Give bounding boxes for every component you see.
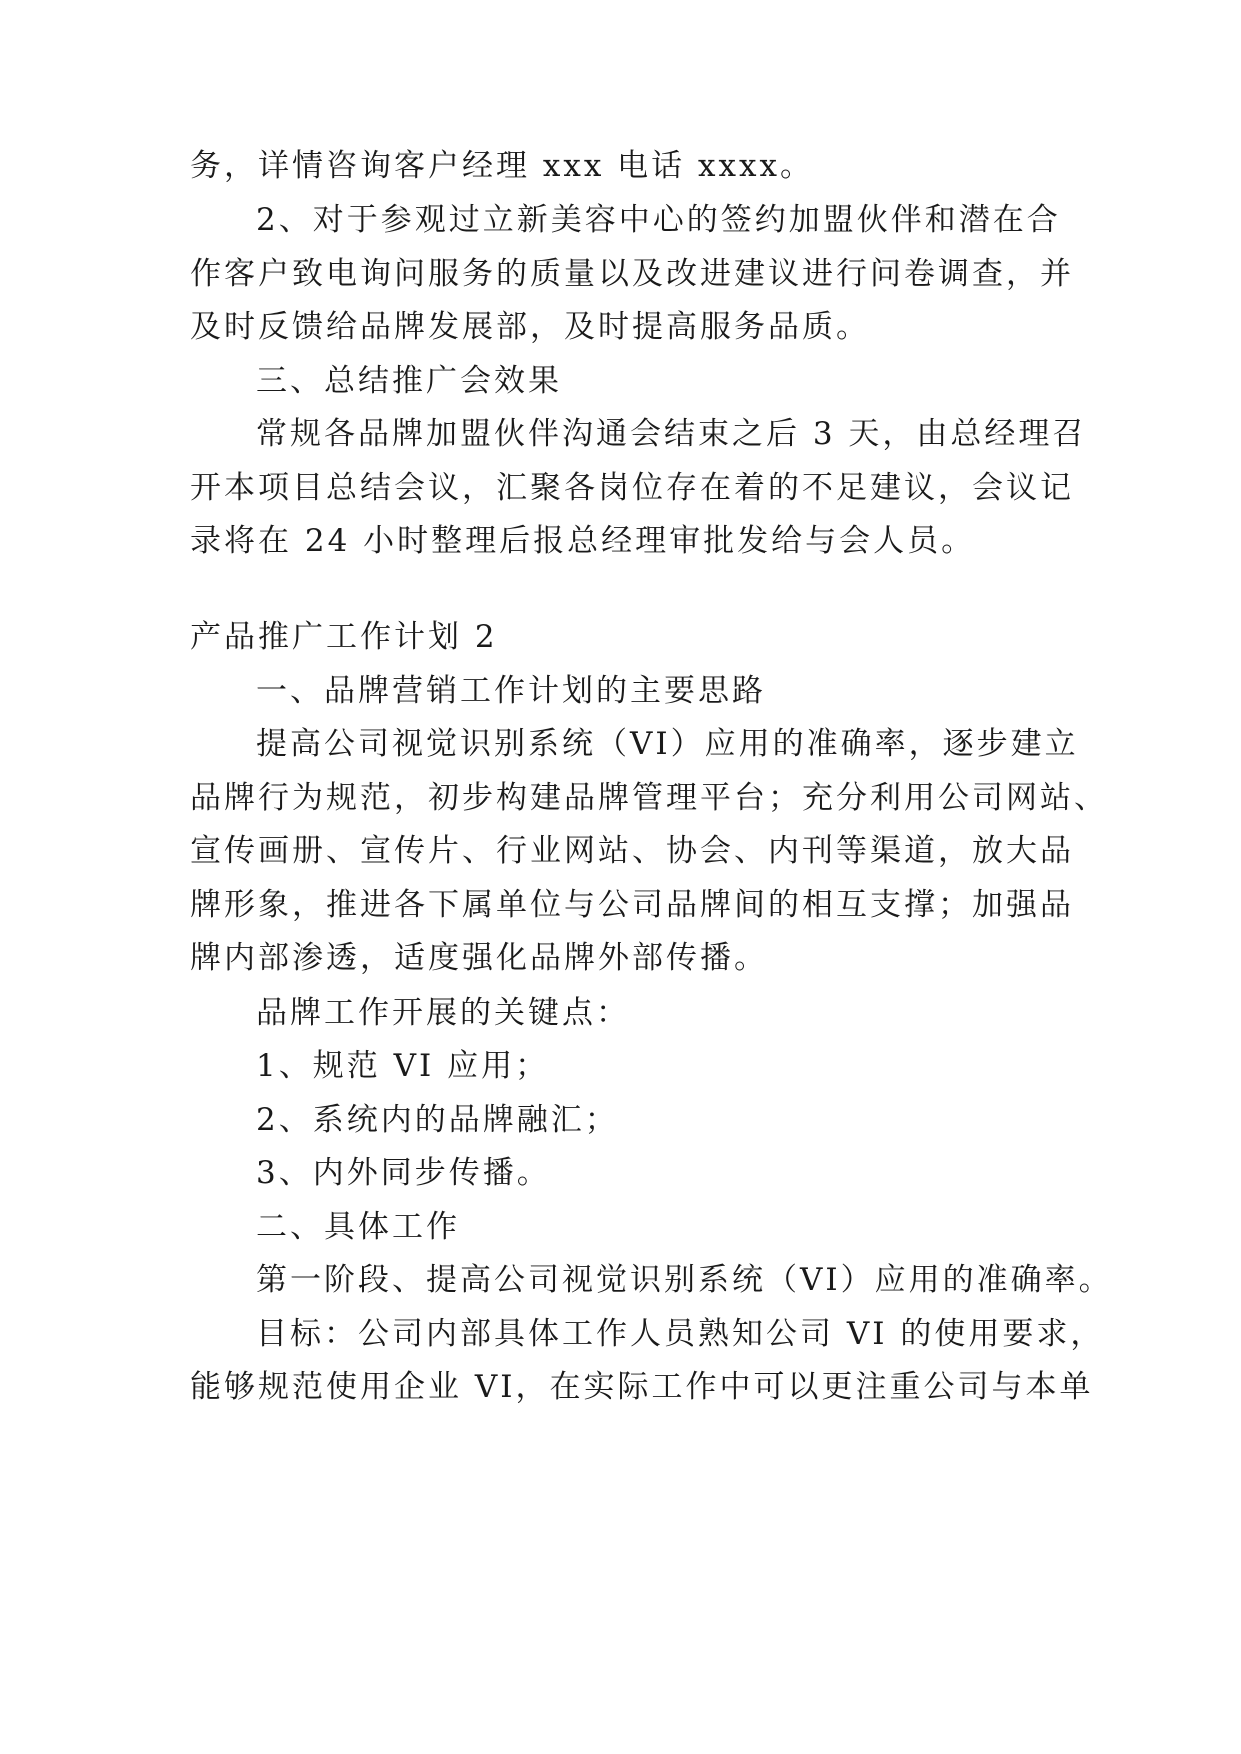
text-line: 宣传画册、宣传片、行业网站、协会、内刊等渠道，放大品 bbox=[190, 833, 1074, 869]
text-line: 务，详情咨询客户经理 xxx 电话 xxxx。 bbox=[190, 148, 814, 184]
section-heading: 二、具体工作 bbox=[256, 1209, 460, 1245]
text-line: 能够规范使用企业 VI，在实际工作中可以更注重公司与本单 bbox=[190, 1369, 1094, 1405]
text-line: 2、对于参观过立新美容中心的签约加盟伙伴和潜在合 bbox=[256, 202, 1061, 238]
list-item: 3、内外同步传播。 bbox=[256, 1155, 551, 1191]
text-line: 作客户致电询问服务的质量以及改进建议进行问卷调查，并 bbox=[190, 256, 1074, 292]
keypoints-title: 品牌工作开展的关键点： bbox=[256, 995, 630, 1031]
text-line: 目标：公司内部具体工作人员熟知公司 VI 的使用要求， bbox=[256, 1316, 1105, 1352]
text-line: 常规各品牌加盟伙伴沟通会结束之后 3 天，由总经理召 bbox=[256, 416, 1087, 452]
list-item: 2、系统内的品牌融汇； bbox=[256, 1102, 619, 1138]
text-line: 提高公司视觉识别系统（VI）应用的准确率，逐步建立 bbox=[256, 726, 1079, 762]
text-line: 牌内部渗透，适度强化品牌外部传播。 bbox=[190, 940, 768, 976]
text-line: 及时反馈给品牌发展部，及时提高服务品质。 bbox=[190, 309, 870, 345]
list-item: 1、规范 VI 应用； bbox=[256, 1048, 550, 1084]
text-line: 牌形象，推进各下属单位与公司品牌间的相互支撑；加强品 bbox=[190, 887, 1074, 923]
text-line: 品牌行为规范，初步构建品牌管理平台；充分利用公司网站、 bbox=[190, 780, 1108, 816]
section-heading: 三、总结推广会效果 bbox=[256, 363, 562, 399]
document-title: 产品推广工作计划 2 bbox=[190, 619, 498, 655]
text-line: 开本项目总结会议，汇聚各岗位存在着的不足建议，会议记 bbox=[190, 470, 1074, 506]
section-heading: 一、品牌营销工作计划的主要思路 bbox=[256, 673, 766, 709]
text-line: 第一阶段、提高公司视觉识别系统（VI）应用的准确率。 bbox=[256, 1262, 1113, 1298]
text-line: 录将在 24 小时整理后报总经理审批发给与会人员。 bbox=[190, 523, 976, 559]
